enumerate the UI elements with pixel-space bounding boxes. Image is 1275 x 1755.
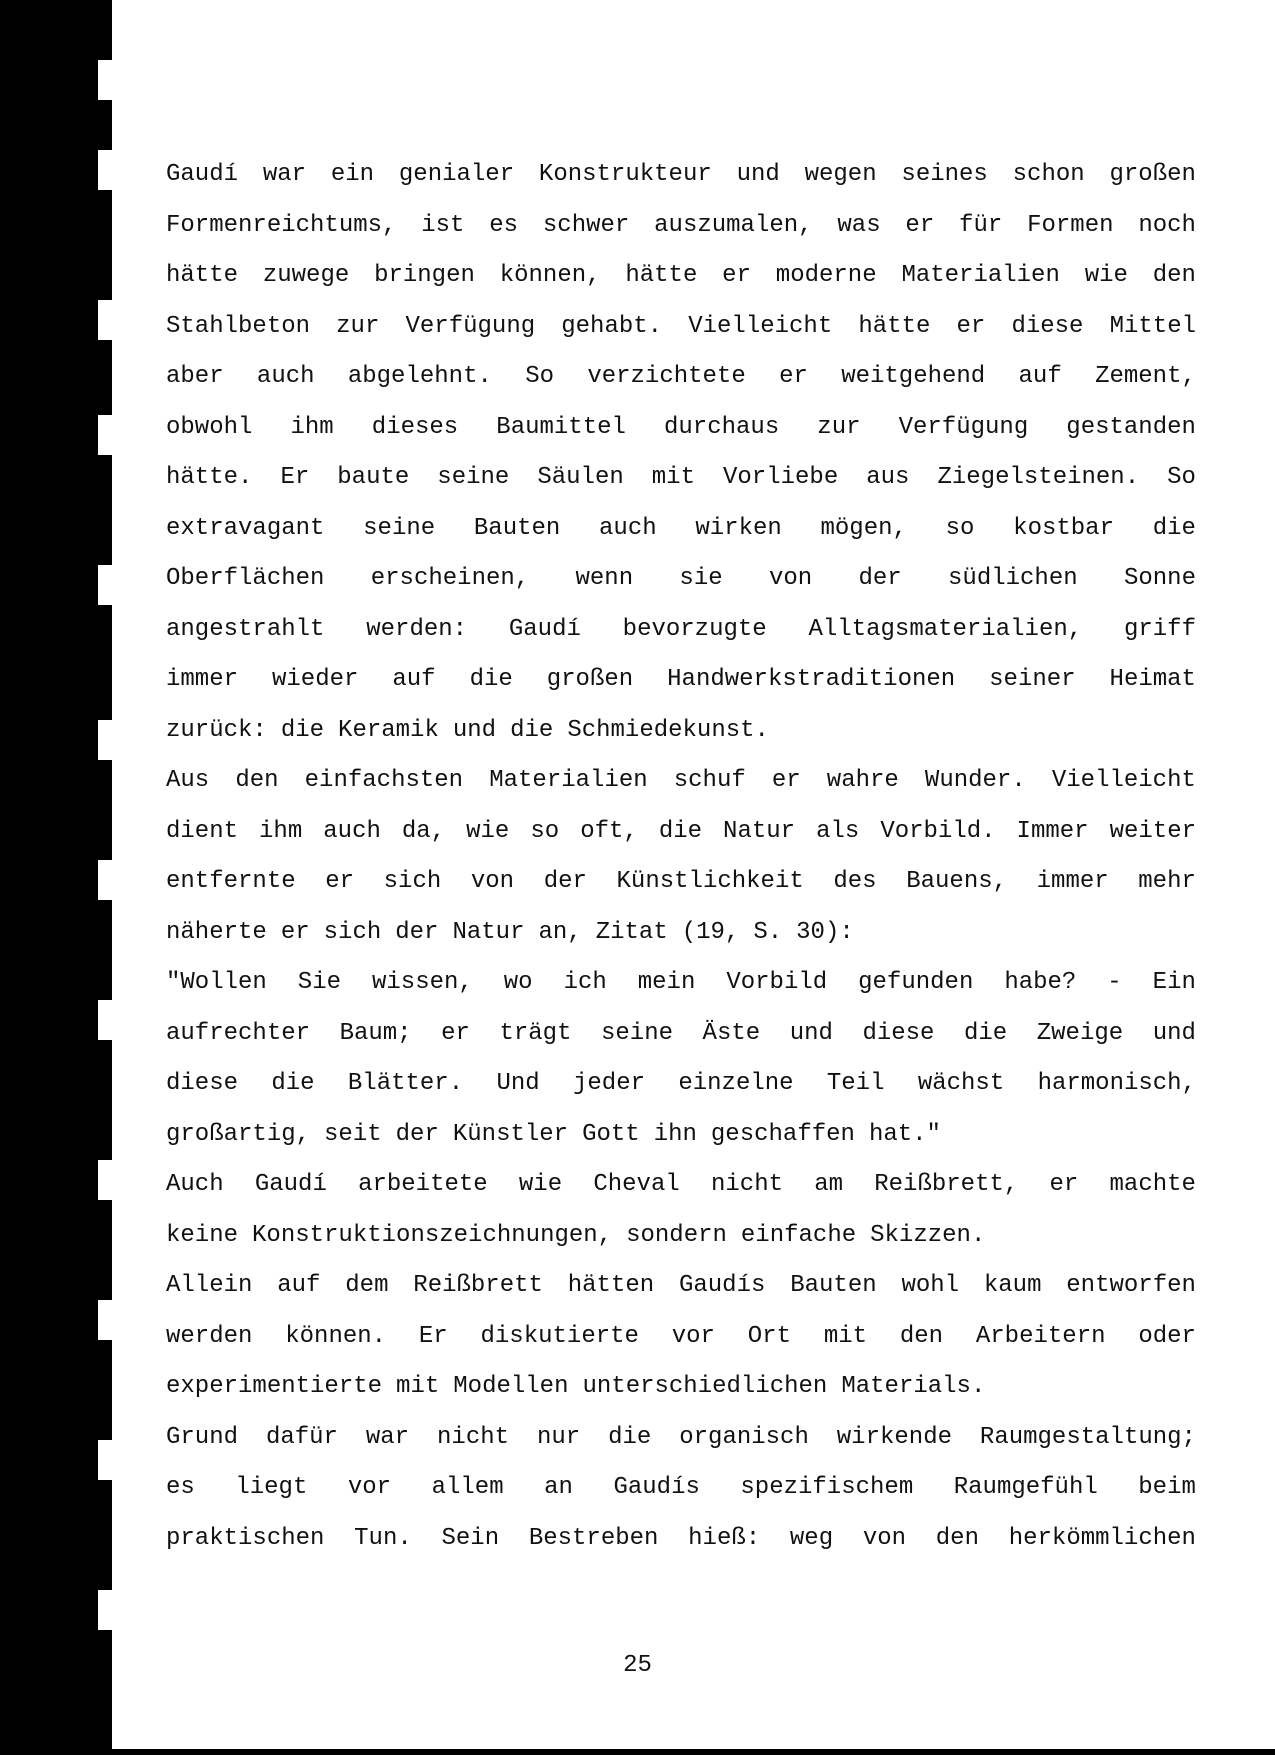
text-line	[166, 554, 1196, 605]
word: beim	[1138, 1474, 1196, 1501]
word: die	[271, 1070, 315, 1097]
word: den	[1152, 262, 1196, 289]
word: schon	[1012, 161, 1085, 188]
binding-notch	[98, 1590, 112, 1630]
word: wie	[1084, 262, 1128, 289]
word: sich	[323, 918, 382, 946]
binding-notch	[98, 860, 112, 900]
word: Natur	[452, 918, 525, 946]
text-line	[166, 352, 1196, 403]
word: Tun.	[354, 1524, 412, 1552]
word: Er	[280, 464, 310, 491]
word: und	[1152, 1019, 1196, 1047]
word: und	[452, 716, 497, 744]
word: Vorliebe	[723, 464, 839, 491]
word: einfache	[740, 1221, 857, 1249]
text-line	[166, 655, 1196, 706]
word: werden	[166, 1322, 253, 1350]
word: der	[543, 868, 587, 895]
text-line	[166, 251, 1196, 302]
word: sie	[679, 565, 723, 592]
word: kostbar	[1013, 514, 1114, 542]
word: aber	[166, 363, 224, 390]
word: nicht	[437, 1423, 510, 1451]
text-line	[166, 706, 1196, 757]
word: einfachsten	[304, 767, 464, 794]
word: er	[722, 262, 751, 289]
word: am	[814, 1171, 844, 1198]
word: auch	[256, 363, 315, 390]
word: Bestreben	[528, 1524, 659, 1552]
word: entfernte	[166, 868, 296, 895]
word: sich	[383, 868, 442, 895]
word: praktischen	[166, 1524, 325, 1552]
word: Stahlbeton	[166, 312, 311, 340]
word: wirken	[695, 514, 782, 542]
word: wie	[466, 817, 510, 845]
text-line	[166, 1362, 1196, 1413]
text-line	[166, 1312, 1196, 1363]
word: abgelehnt.	[347, 363, 492, 390]
text-line	[166, 1110, 1196, 1161]
text-line	[166, 201, 1196, 252]
word: organisch	[679, 1423, 809, 1451]
word: Gaudís	[613, 1474, 700, 1501]
word: allem	[431, 1474, 504, 1501]
word: dient	[166, 817, 239, 845]
word: Bauten	[790, 1272, 877, 1299]
word: Zement,	[1095, 363, 1196, 390]
word: wegen	[804, 161, 877, 188]
word: Bauens,	[906, 868, 1008, 895]
word: an	[544, 1474, 573, 1501]
word: von	[470, 868, 515, 895]
word: Konstrukteur	[538, 161, 712, 188]
word: der	[858, 565, 902, 592]
word: Zweige	[1036, 1019, 1124, 1047]
word: Reißbrett	[413, 1272, 543, 1299]
word: Cheval	[593, 1171, 680, 1198]
word: Gott	[582, 1120, 640, 1148]
word: Modellen	[453, 1373, 569, 1400]
word: Vorbild	[726, 969, 828, 996]
word: Künstler	[452, 1120, 569, 1148]
word: Säulen	[537, 464, 624, 491]
word: wächst	[917, 1070, 1005, 1097]
word: von	[768, 565, 813, 592]
word: gehabt.	[561, 312, 663, 340]
word: vor	[347, 1474, 392, 1501]
word: war	[262, 161, 307, 188]
word: ein	[330, 161, 375, 188]
text-line	[166, 1160, 1196, 1211]
word: wie	[518, 1171, 563, 1198]
text-line	[166, 504, 1196, 555]
word: keine	[166, 1221, 239, 1249]
binding-notch	[98, 60, 112, 100]
word: Formenreichtums,	[166, 211, 397, 239]
word: den	[935, 1524, 979, 1552]
word: können.	[285, 1322, 387, 1350]
word: baute	[337, 464, 410, 491]
word: hätten	[567, 1272, 655, 1299]
word: was	[837, 211, 881, 239]
page-number: 25	[623, 1652, 652, 1679]
word: Aus	[166, 767, 210, 794]
word: die	[510, 716, 554, 744]
word: experimentierte	[166, 1373, 383, 1400]
word: mit	[396, 1373, 440, 1400]
word: er	[441, 1019, 470, 1047]
word: Vorbild.	[880, 817, 996, 845]
word: diese	[1011, 312, 1084, 340]
word: ist	[421, 211, 465, 239]
word: Skizzen.	[870, 1221, 986, 1249]
word: moderne	[775, 262, 877, 289]
word: Arbeitern	[975, 1322, 1106, 1350]
word: auf	[277, 1272, 321, 1299]
page-body-text	[166, 150, 1196, 1564]
word: spezifischem	[740, 1474, 914, 1501]
word: die	[658, 817, 703, 845]
word: er	[1049, 1171, 1079, 1198]
word: hat."	[868, 1120, 941, 1148]
word: kaum	[983, 1272, 1042, 1299]
text-line	[166, 756, 1196, 807]
text-line	[166, 1514, 1196, 1565]
word: dem	[345, 1272, 389, 1299]
text-line	[166, 1211, 1196, 1262]
word: Baumittel	[496, 413, 626, 441]
word: ich	[563, 969, 607, 996]
word: können,	[499, 262, 601, 289]
word: gefunden	[858, 969, 974, 996]
word: unterschiedlichen	[582, 1373, 828, 1400]
binding-notch	[98, 300, 112, 340]
text-line	[166, 453, 1196, 504]
word: Gaudís	[678, 1272, 766, 1299]
word: Handwerkstraditionen	[667, 666, 956, 693]
word: er	[325, 868, 355, 895]
word: Künstlichkeit	[616, 868, 804, 895]
word: seiner	[989, 666, 1076, 693]
binding-notch	[98, 720, 112, 760]
word: vor	[671, 1322, 715, 1350]
word: trägt	[499, 1019, 572, 1047]
word: er	[905, 211, 935, 239]
word: und	[736, 161, 780, 188]
word: Allein	[166, 1272, 253, 1299]
word: aufrechter	[166, 1019, 311, 1047]
binding-notch	[98, 1300, 112, 1340]
word: hieß:	[688, 1524, 761, 1552]
text-line	[166, 1059, 1196, 1110]
word: schuf	[673, 767, 746, 794]
text-line	[166, 1413, 1196, 1464]
word: obwohl	[166, 413, 253, 441]
word: So	[525, 363, 554, 390]
word: auf	[1018, 363, 1062, 390]
text-line	[166, 403, 1196, 454]
binding-notch	[98, 150, 112, 190]
word: wenn	[575, 565, 634, 592]
text-line	[166, 302, 1196, 353]
word: Materialien	[489, 767, 648, 794]
word: Grund	[166, 1423, 239, 1451]
word: den	[899, 1322, 944, 1350]
word: arbeitete	[358, 1171, 488, 1198]
word: extravagant	[166, 514, 325, 542]
word: an,	[538, 918, 582, 946]
text-line	[166, 958, 1196, 1009]
word: hätte.	[166, 464, 253, 491]
word: schwer	[542, 211, 630, 239]
word: bevorzugte	[622, 615, 767, 643]
word: zur	[336, 312, 380, 340]
word: So	[1167, 464, 1196, 491]
word: er	[779, 363, 808, 390]
word: er	[771, 767, 801, 794]
word: Natur	[723, 817, 796, 845]
word: er	[280, 918, 310, 946]
word: Gaudí	[254, 1171, 327, 1198]
word: machte	[1109, 1171, 1196, 1198]
word: südlichen	[948, 565, 1078, 592]
word: die	[1152, 514, 1196, 542]
word: mit	[651, 464, 695, 491]
word: nicht	[710, 1171, 783, 1198]
word: ihm	[290, 413, 334, 441]
word: Raumgefühl	[953, 1474, 1098, 1501]
word: die	[963, 1019, 1008, 1047]
word: Konstruktionszeichnungen,	[252, 1221, 613, 1249]
word: Vielleicht	[1051, 767, 1196, 794]
word: durchaus	[664, 413, 780, 441]
word: großartig,	[166, 1120, 311, 1148]
word: noch	[1138, 211, 1196, 239]
word: seine	[601, 1019, 674, 1047]
word: Keramik	[338, 716, 439, 744]
word: herkömmlichen	[1008, 1524, 1196, 1552]
word: auch	[599, 514, 657, 542]
word: gestanden	[1066, 413, 1196, 441]
word: Gaudí	[508, 615, 581, 643]
word: als	[816, 817, 860, 845]
word: Blätter.	[347, 1070, 464, 1097]
word: ihn	[653, 1120, 697, 1148]
word: Wunder.	[924, 767, 1026, 794]
word: es	[489, 211, 519, 239]
word: dieses	[371, 413, 459, 441]
word: es	[166, 1474, 195, 1501]
word: zur	[817, 413, 861, 441]
binding-notch	[98, 565, 112, 605]
word: seines	[901, 161, 988, 188]
word: Ziegelsteinen.	[937, 464, 1140, 491]
word: 30):	[796, 918, 854, 946]
word: der	[395, 1120, 439, 1148]
word: seit	[324, 1120, 382, 1148]
word: sondern	[626, 1221, 727, 1249]
word: Verfügung	[405, 312, 536, 340]
word: aus	[866, 464, 910, 491]
word: "Wollen	[166, 969, 267, 996]
word: Er	[418, 1322, 448, 1350]
word: die	[280, 716, 325, 744]
word: er	[956, 312, 986, 340]
word: Formen	[1027, 211, 1114, 239]
word: der	[395, 918, 439, 946]
word: Auch	[166, 1171, 224, 1198]
word: liegt	[235, 1474, 308, 1501]
word: mein	[637, 969, 696, 996]
word: von	[862, 1524, 907, 1552]
word: genialer	[398, 161, 515, 188]
word: Mittel	[1109, 312, 1196, 340]
word: entworfen	[1066, 1272, 1196, 1299]
word: mehr	[1138, 868, 1196, 895]
word: bringen	[374, 262, 475, 289]
word: weiter	[1109, 817, 1196, 845]
word: Gaudí	[166, 161, 239, 188]
word: wieder	[271, 666, 359, 693]
word: war	[365, 1423, 410, 1451]
word: die	[608, 1423, 652, 1451]
word: harmonisch,	[1037, 1070, 1196, 1097]
word: geschaffen	[710, 1120, 855, 1148]
text-line	[166, 1463, 1196, 1514]
word: und	[789, 1019, 833, 1047]
word: S.	[753, 918, 783, 946]
word: Äste	[702, 1019, 761, 1047]
word: diese	[862, 1019, 935, 1047]
word: erscheinen,	[370, 565, 530, 592]
word: seine	[437, 464, 510, 491]
text-line	[166, 908, 1196, 959]
word: weitgehend	[841, 363, 986, 390]
text-line	[166, 1009, 1196, 1060]
word: Schmiedekunst.	[567, 716, 769, 744]
word: hätte	[625, 262, 698, 289]
word: so	[530, 817, 560, 845]
word: einzelne	[678, 1070, 794, 1097]
word: die	[469, 666, 513, 693]
word: verzichtete	[587, 363, 746, 390]
word: Ort	[747, 1322, 791, 1350]
word: immer	[166, 666, 239, 693]
word: griff	[1123, 615, 1196, 643]
word: Materialien	[901, 262, 1060, 289]
binding-notch	[98, 1000, 112, 1040]
word: Sonne	[1123, 565, 1196, 592]
word: mögen,	[820, 514, 907, 542]
word: wohl	[901, 1272, 960, 1299]
word: zurück:	[166, 716, 267, 744]
text-line	[166, 150, 1196, 201]
word: Zitat	[595, 918, 668, 946]
word: Baum;	[339, 1019, 412, 1047]
word: hätte	[166, 262, 239, 289]
word: auszumalen,	[654, 211, 813, 239]
word: habe?	[1004, 969, 1077, 996]
word: großen	[546, 666, 634, 693]
text-line	[166, 807, 1196, 858]
word: wahre	[826, 767, 899, 794]
text-line	[166, 1261, 1196, 1312]
word: den	[235, 767, 279, 794]
word: Immer	[1016, 817, 1089, 845]
word: angestrahlt	[166, 615, 325, 643]
word: Heimat	[1109, 666, 1196, 693]
word: nur	[536, 1423, 581, 1451]
word: Teil	[826, 1070, 885, 1097]
text-line	[166, 605, 1196, 656]
word: hätte	[858, 312, 931, 340]
word: Reißbrett,	[874, 1171, 1019, 1198]
word: diese	[166, 1070, 239, 1097]
word: Oberflächen	[166, 565, 325, 592]
word: Verfügung	[898, 413, 1029, 441]
word: ihm	[259, 817, 303, 845]
word: Und	[496, 1070, 540, 1097]
word: Sie	[297, 969, 342, 996]
word: Alltagsmaterialien,	[808, 615, 1083, 643]
word: seine	[363, 514, 436, 542]
word: jeder	[572, 1070, 645, 1097]
binding-notch	[98, 1160, 112, 1200]
word: Vielleicht	[688, 312, 833, 340]
word: des	[833, 868, 877, 895]
word: Materials.	[841, 1373, 986, 1400]
word: auf	[392, 666, 436, 693]
word: Bauten	[473, 514, 561, 542]
word: Ein	[1152, 969, 1196, 996]
word: wo	[503, 969, 533, 996]
word: weg	[789, 1524, 834, 1552]
word: näherte	[166, 918, 267, 946]
word: da,	[401, 817, 446, 845]
word: auch	[323, 817, 381, 845]
word: -	[1107, 969, 1122, 996]
word: zuwege	[262, 262, 350, 289]
word: oder	[1138, 1322, 1196, 1350]
binding-notch	[98, 415, 112, 455]
word: mit	[823, 1322, 868, 1350]
binding-notch	[98, 1440, 112, 1480]
binding-edge	[0, 0, 112, 1755]
word: großen	[1109, 161, 1196, 188]
word: so	[945, 514, 975, 542]
text-line	[166, 857, 1196, 908]
page-bottom-edge	[0, 1749, 1275, 1755]
word: wirkende	[836, 1423, 952, 1451]
word: für	[959, 211, 1003, 239]
word: Raumgestaltung;	[979, 1423, 1196, 1451]
word: immer	[1036, 868, 1109, 895]
word: werden:	[366, 615, 468, 643]
word: dafür	[265, 1423, 338, 1451]
word: oft,	[580, 817, 638, 845]
word: Sein	[441, 1524, 500, 1552]
word: diskutierte	[480, 1322, 639, 1350]
word: wissen,	[371, 969, 473, 996]
word: (19,	[681, 918, 740, 946]
